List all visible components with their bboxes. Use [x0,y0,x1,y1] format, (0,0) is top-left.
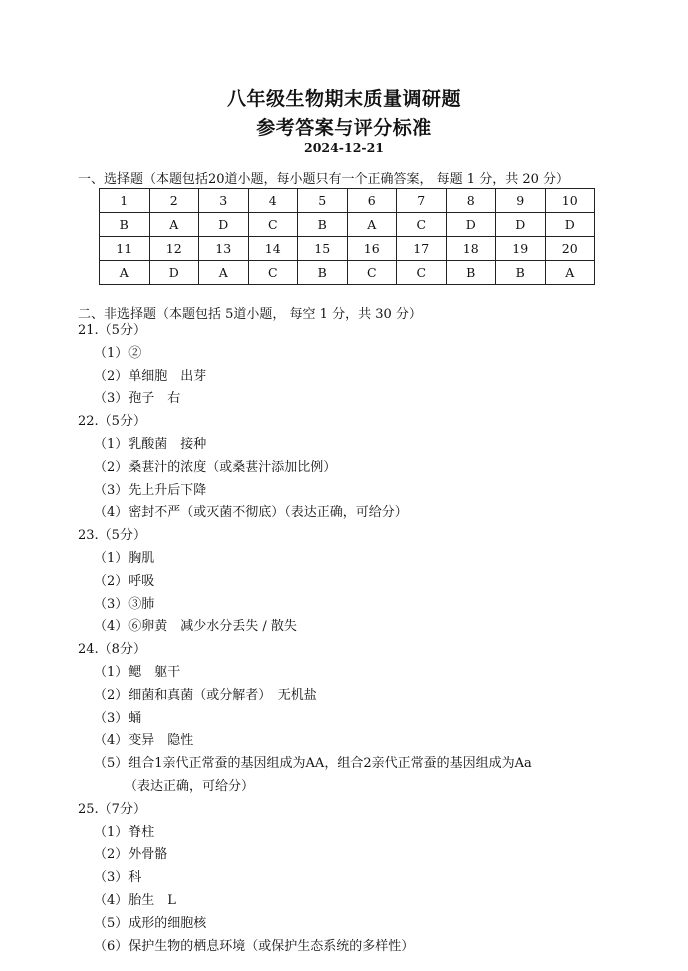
question-number-row [100,189,595,213]
question-number-cell: 20 [545,237,595,261]
question-number-cell: 1 [100,189,150,213]
answer-row [100,261,595,285]
answer-line: （2）外骨骼 [94,847,168,863]
page-subtitle: 参考答案与评分标准 [256,117,432,139]
answer-line: （4）变异 隐性 [94,733,194,749]
answer-line: （3）科 [94,870,142,886]
answer-cell: A [149,213,199,237]
question-number-cell: 7 [397,189,447,213]
answer-cell: A [100,261,150,285]
answer-line-continuation: （表达正确，可给分） [124,778,255,794]
question-number-cell: 11 [100,237,150,261]
question-number-cell: 13 [199,237,249,261]
question-heading: 25.（7分） [78,801,146,817]
answer-line: （3）蛹 [94,710,142,726]
section-heading-multiple-choice: 一、选择题（本题包括20道小题，每小题只有一个正确答案， 每题 1 分，共 20 分） [78,172,570,187]
question-number-cell: 10 [545,189,595,213]
answer-line: （1）乳酸菌 接种 [94,436,207,452]
question-heading: 21.（5分） [78,323,146,338]
answer-line: （2）桑葚汁的浓度（或桑葚汁添加比例） [94,459,337,475]
answer-cell: C [397,213,447,237]
answer-table [99,188,595,285]
answer-cell: C [248,213,298,237]
question-list [78,320,532,958]
answer-line: （4）密封不严（或灭菌不彻底）（表达正确，可给分） [94,505,408,521]
answer-line: （1）鳃 躯干 [94,664,181,680]
answer-row [100,213,595,237]
answer-line: （2）细菌和真菌（或分解者） 无机盐 [94,687,317,703]
question-number-cell: 18 [446,237,496,261]
page-title: 八年级生物期末质量调研题 [226,88,461,110]
answer-line: （1）② [94,345,142,361]
question-number-cell: 14 [248,237,298,261]
answer-line: （4）⑥卵黄 减少水分丢失 / 散失 [94,619,297,635]
question-number-cell: 9 [496,189,546,213]
answer-line: （3）③肺 [94,596,155,612]
answer-line: （2）呼吸 [94,573,155,589]
answer-cell: A [347,213,397,237]
answer-cell: C [397,261,447,285]
question-number-cell: 5 [298,189,348,213]
answer-line: （6）保护生物的栖息环境（或保护生态系统的多样性） [94,938,415,954]
answer-cell: C [248,261,298,285]
question-number-cell: 12 [149,237,199,261]
answer-line: （5）成形的细胞核 [94,915,207,931]
answer-line: （3）孢子 右 [94,391,181,407]
question-number-cell: 15 [298,237,348,261]
answer-cell: D [545,213,595,237]
question-number-cell: 6 [347,189,397,213]
answer-line: （3）先上升后下降 [94,482,207,498]
exam-date: 2024-12-21 [304,140,384,155]
question-number-cell: 19 [496,237,546,261]
answer-cell: C [347,261,397,285]
question-number-cell: 16 [347,237,397,261]
answer-cell: D [149,261,199,285]
answer-cell: B [446,261,496,285]
answer-cell: A [199,261,249,285]
question-heading: 23.（5分） [78,528,146,544]
question-number-cell: 4 [248,189,298,213]
question-number-row [100,237,595,261]
question-number-cell: 17 [397,237,447,261]
question-number-cell: 2 [149,189,199,213]
question-heading: 22.（5分） [78,414,146,430]
question-number-cell: 3 [199,189,249,213]
answer-cell: B [100,213,150,237]
section-heading-non-choice: 二、非选择题（本题包括 5道小题， 每空 1 分，共 30 分） [78,307,422,322]
answer-cell: D [199,213,249,237]
answer-line: （1）胸肌 [94,550,155,566]
answer-cell: D [496,213,546,237]
answer-cell: A [545,261,595,285]
question-heading: 24.（8分） [78,642,146,658]
answer-cell: B [298,261,348,285]
answer-line: （5）组合1亲代正常蚕的基因组成为AA，组合2亲代正常蚕的基因组成为Aa [94,756,532,772]
answer-line: （1）脊柱 [94,824,155,840]
answer-line: （2）单细胞 出芽 [94,368,207,384]
answer-cell: B [298,213,348,237]
answer-cell: D [446,213,496,237]
question-number-cell: 8 [446,189,496,213]
answer-line: （4）胎生 L [94,892,176,908]
answer-cell: B [496,261,546,285]
